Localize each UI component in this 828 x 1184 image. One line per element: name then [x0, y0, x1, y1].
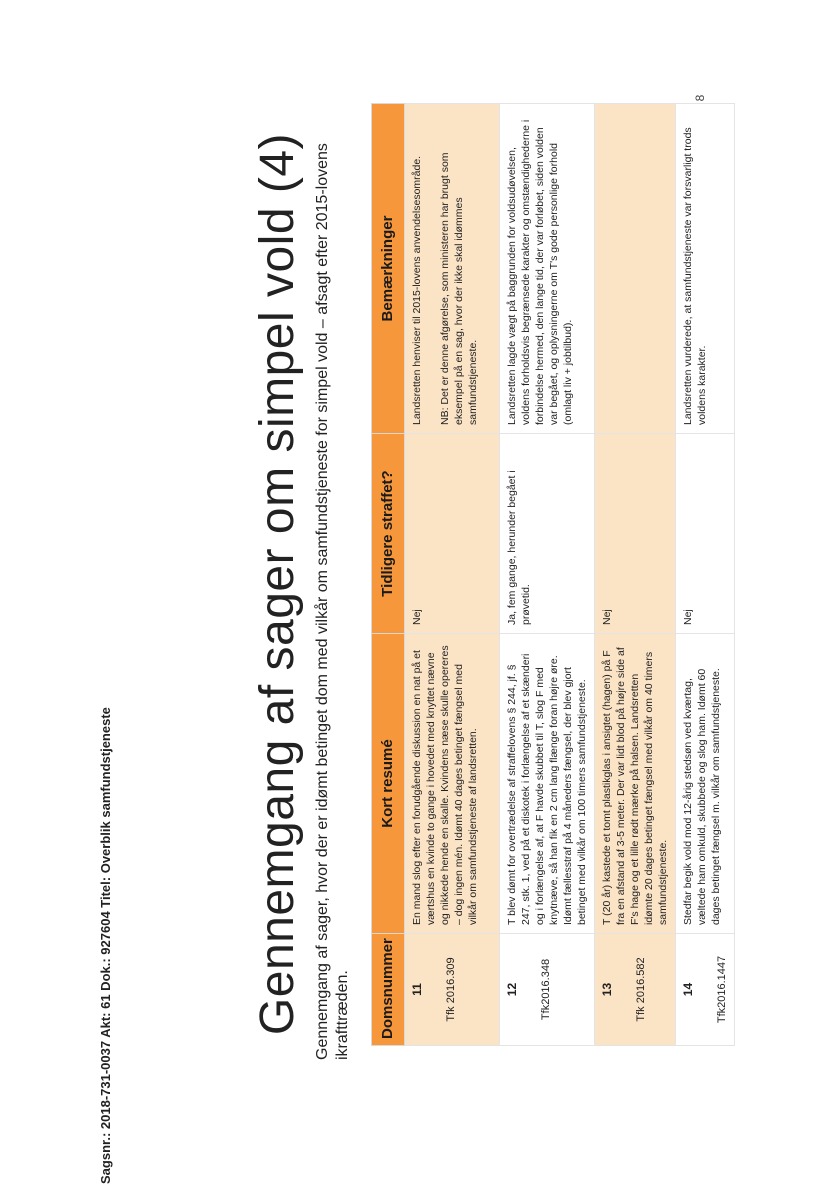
case-reference: Tfk2016.1447 — [716, 955, 728, 1024]
remark-text: NB: Det er denne afgørelse, som ministeren har brugt som eksempel på en sag, hvor der ikke skal idømmes samfundstjeneste. — [439, 152, 479, 425]
col-header-remarks: Bemærkninger — [372, 104, 405, 434]
case-number: 12 — [505, 982, 519, 997]
col-header-domsnummer: Domsnummer — [372, 934, 405, 1046]
case-reference: Tfk2016.348 — [540, 958, 552, 1021]
case-prior: Nej — [595, 434, 676, 634]
remark-text: Landsretten henviser til 2015-lovens anvendelsesområde. — [411, 155, 423, 425]
table-row — [676, 104, 735, 1046]
remark-text: Landsretten vurderede, at samfundstjeneste var forsvarligt trods voldens karakter. — [682, 127, 708, 425]
page-number: 8 — [693, 94, 707, 102]
cases-table — [371, 103, 735, 1046]
case-number: 13 — [600, 982, 614, 997]
case-number-cell — [676, 934, 735, 1046]
case-number: 11 — [410, 983, 424, 996]
slide — [247, 84, 728, 1084]
table-row — [500, 104, 595, 1046]
table-header-row — [372, 104, 405, 1046]
case-reference: Tfk 2016.309 — [445, 957, 457, 1022]
case-reference: Tfk 2016.582 — [635, 957, 647, 1022]
case-number-cell — [595, 934, 676, 1046]
remark-text: Landsretten lagde vægt på baggrunden for voldsudøvelsen, voldens forholdsvis begrænsede karakter og omstændighederne i forbindelse hermed, den lange tid, der var forløbet, siden volden var begået, og oplysningerne om T's gode personlige forhold (omlagt liv + jobtilbud). — [506, 119, 574, 425]
table-row — [405, 104, 500, 1046]
case-summary: T (20 år) kastede et tomt plastikglas i ansigtet (hagen) på F fra en afstand af 3-5 meter. Der var lidt blod på højre side af F's hage og et lille rødt mærke på halsen. Landsretten idømte 20 dages betinget fængsel med vilkår om 40 timers samfundstjeneste. — [595, 634, 676, 934]
case-summary: En mand slog efter en forudgående diskussion en nat på et værtshus en kvinde to gange i hovedet med knyttet nævne og nikkede hende en skalle. Kvindens næse skulle opereres – dog ingen mén. Idømt 40 dages betinget fængsel med vilkår om samfundstjeneste af landsretten. — [405, 634, 500, 934]
case-remarks — [500, 104, 595, 434]
case-number-cell — [500, 934, 595, 1046]
table-row — [595, 104, 676, 1046]
col-header-resume: Kort resumé — [372, 634, 405, 934]
slide-title: Gennemgang af sager om simpel vold (4) — [251, 132, 304, 1036]
case-remarks — [595, 104, 676, 434]
case-prior: Ja, fem gange, herunder begået i prøvetid. — [500, 434, 595, 634]
case-number: 14 — [681, 982, 695, 997]
case-prior: Nej — [405, 434, 500, 634]
case-summary: T blev dømt for overtrædelse af straffelovens § 244, jf. § 247, stk. 1, ved på et diskotek i forlængelse af et skænderi og i forlængelse af, at F havde skubbet til T, slog F med knytnæve, så han fik en 2 cm lang flænge foran højre øre. Idømt fællesstraf på 4 måneders fængsel, der blev gjort betinget med vilkår om 100 timers samfundstjeneste. — [500, 634, 595, 934]
case-remarks — [676, 104, 735, 434]
slide-subtitle: Gennemgang af sager, hvor der er idømt betinget dom med vilkår om samfundstjeneste for simpel vold – afsagt efter 2015-lovens ikrafttræden. — [314, 143, 351, 1060]
case-remarks — [405, 104, 500, 434]
col-header-prior: Tidligere straffet? — [372, 434, 405, 634]
case-number-cell — [405, 934, 500, 1046]
case-summary: Stedfar begik vold mod 12-årig stedsøn ved kværtag, væltede ham omkuld, skubbede og slog ham. Idømt 60 dages betinget fængsel m. vilkår om samfundstjeneste. — [676, 634, 735, 934]
document-header: Sagsnr.: 2018-731-0037 Akt: 61 Dok.: 927604 Titel: Overblik samfundstjeneste — [98, 707, 113, 1184]
case-prior: Nej — [676, 434, 735, 634]
